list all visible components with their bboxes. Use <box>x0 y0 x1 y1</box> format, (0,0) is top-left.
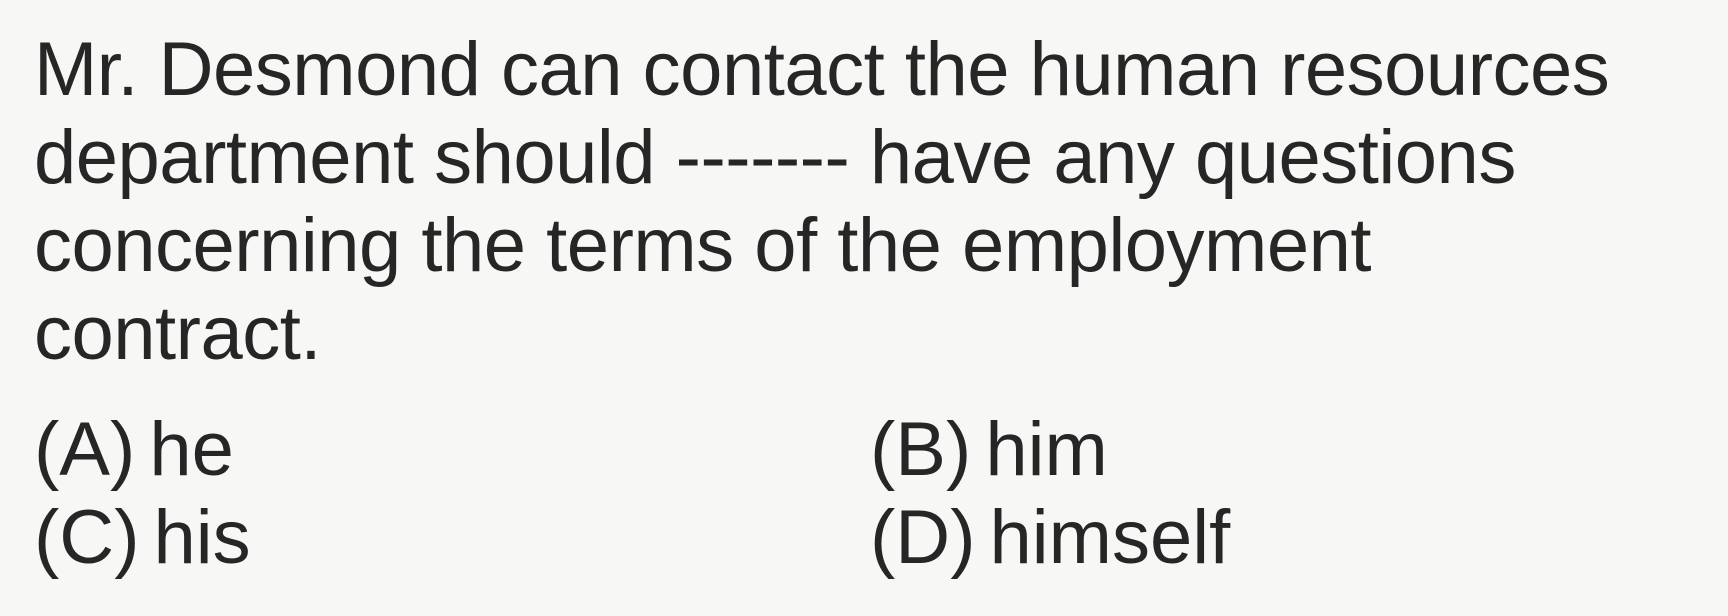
option-a[interactable] <box>34 406 870 494</box>
question-line: concerning the terms of the employment <box>34 203 1372 288</box>
options-row <box>34 406 1714 494</box>
question-line: Mr. Desmond can contact the human resources <box>34 27 1610 112</box>
option-c[interactable] <box>34 494 870 582</box>
option-text: himself <box>989 495 1231 580</box>
option-letter: (B) <box>870 407 972 492</box>
option-text: his <box>153 495 251 580</box>
option-letter: (C) <box>34 495 140 580</box>
question-text <box>34 26 1714 378</box>
option-b[interactable] <box>870 406 1108 494</box>
option-letter: (D) <box>870 495 976 580</box>
question-line: contract. <box>34 291 321 376</box>
option-text: he <box>149 407 234 492</box>
answer-options <box>34 406 1714 582</box>
option-text: him <box>985 407 1108 492</box>
options-row <box>34 494 1714 582</box>
question-line: department should ------- have any questions <box>34 115 1516 200</box>
option-letter: (A) <box>34 407 136 492</box>
option-d[interactable] <box>870 494 1230 582</box>
